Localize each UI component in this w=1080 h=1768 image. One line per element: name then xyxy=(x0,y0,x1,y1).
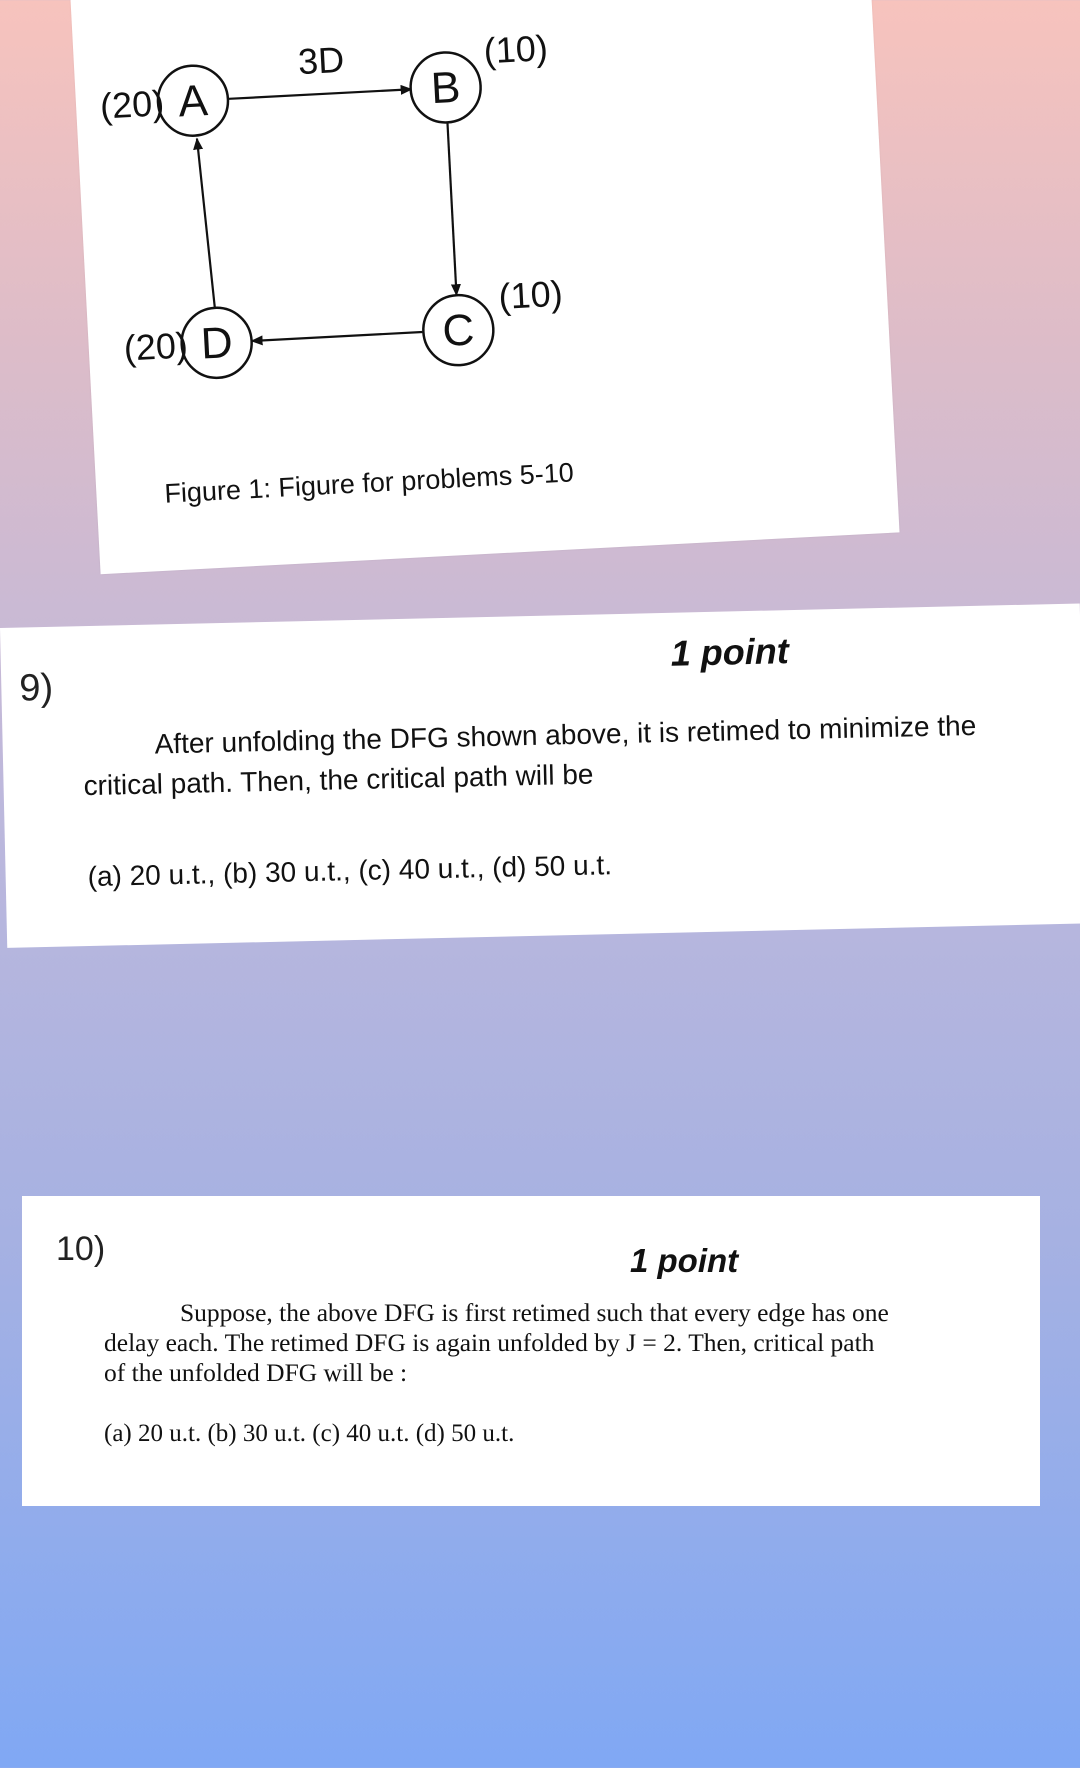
question-9-line-1: After unfolding the DFG shown above, it is retimed to minimize the xyxy=(154,709,977,760)
question-9-points: 1 point xyxy=(670,630,790,674)
figure-card xyxy=(70,0,900,574)
edge-a-b-label: 3D xyxy=(296,38,346,83)
question-9-text xyxy=(82,704,1064,806)
question-10-line-3: of the unfolded DFG will be : xyxy=(104,1358,408,1387)
node-d xyxy=(122,306,253,383)
node-c-label: C xyxy=(441,305,476,356)
figure-caption: Figure 1: Figure for problems 5-10 xyxy=(163,457,575,509)
edge-d-a xyxy=(197,138,215,308)
node-d-label: D xyxy=(199,318,234,369)
node-b-weight: (10) xyxy=(482,27,549,72)
node-a xyxy=(98,64,229,141)
node-c xyxy=(421,273,566,367)
question-9-number: 9) xyxy=(18,666,54,710)
question-10-number: 10) xyxy=(56,1230,106,1268)
node-a-label: A xyxy=(177,75,209,127)
question-10-line-2: delay each. The retimed DFG is again unfolded by J = 2. Then, critical path xyxy=(104,1328,875,1357)
question-9-card xyxy=(0,603,1080,947)
question-10-points: 1 point xyxy=(630,1242,739,1279)
question-10-card xyxy=(22,1196,1040,1506)
node-b xyxy=(408,27,552,124)
edge-b-c xyxy=(448,123,457,295)
question-10-text xyxy=(104,1298,1018,1388)
edge-c-d xyxy=(252,332,423,341)
edge-a-b xyxy=(229,89,412,99)
node-d-weight: (20) xyxy=(122,324,189,369)
question-9-line-2: critical path. Then, the critical path will be xyxy=(83,758,594,802)
node-c-weight: (10) xyxy=(497,272,564,317)
node-a-weight: (20) xyxy=(99,82,166,127)
question-9-options: (a) 20 u.t., (b) 30 u.t., (c) 40 u.t., (d) 50 u.t. xyxy=(87,849,613,893)
question-10-line-1: Suppose, the above DFG is first retimed such that every edge has one xyxy=(180,1298,889,1327)
node-b-label: B xyxy=(429,62,462,114)
dfg-diagram xyxy=(70,0,900,574)
question-10-options: (a) 20 u.t. (b) 30 u.t. (c) 40 u.t. (d) 50 u.t. xyxy=(104,1420,515,1447)
